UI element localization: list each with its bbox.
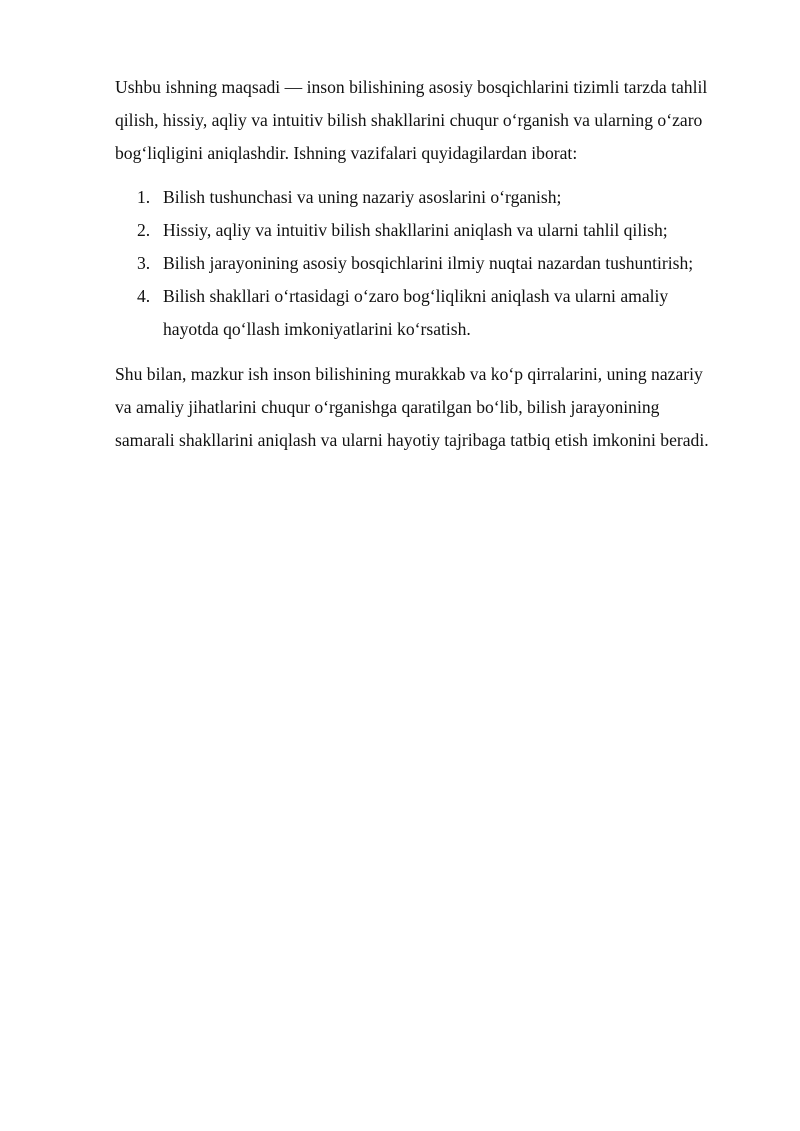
list-item-number: 4. [137, 285, 151, 306]
list-item-text: Bilish shakllari o‘rtasidagi o‘zaro bog‘liqlikni aniqlash va ularni amaliy hayotda qo‘llash imkoniyatlarini ko‘rsatish. [163, 285, 669, 339]
intro-paragraph: Ushbu ishning maqsadi — inson bilishining asosiy bosqichlarini tizimli tarzda tahlil qilish, hissiy, aqliy va intuitiv bilish shakllarini chuqur o‘rganish va ularning o‘zaro bog‘liqligini aniqlashdir. Ishning vazifalari quyidagilardan iborat: [115, 77, 708, 163]
list-item-text: Bilish tushunchasi va uning nazariy asoslarini o‘rganish; [163, 187, 562, 208]
tasks-list [115, 181, 715, 345]
page-content [115, 71, 715, 457]
list-item [115, 181, 715, 214]
list-item-text: Bilish jarayonining asosiy bosqichlarini ilmiy nuqtai nazardan tushuntirish; [163, 252, 694, 273]
list-item [115, 214, 715, 247]
list-item-number: 3. [137, 252, 151, 273]
list-item [115, 280, 715, 346]
list-item-text: Hissiy, aqliy va intuitiv bilish shakllarini aniqlash va ularni tahlil qilish; [163, 220, 668, 241]
conclusion-paragraph: Shu bilan, mazkur ish inson bilishining murakkab va ko‘p qirralarini, uning nazariy va amaliy jihatlarini chuqur o‘rganishga qaratilgan bo‘lib, bilish jarayonining samarali shakllarini aniqlash va ularni hayotiy tajribaga tatbiq etish imkonini beradi. [115, 364, 709, 450]
list-item [115, 247, 715, 280]
list-item-number: 2. [137, 220, 151, 241]
list-item-number: 1. [137, 187, 151, 208]
